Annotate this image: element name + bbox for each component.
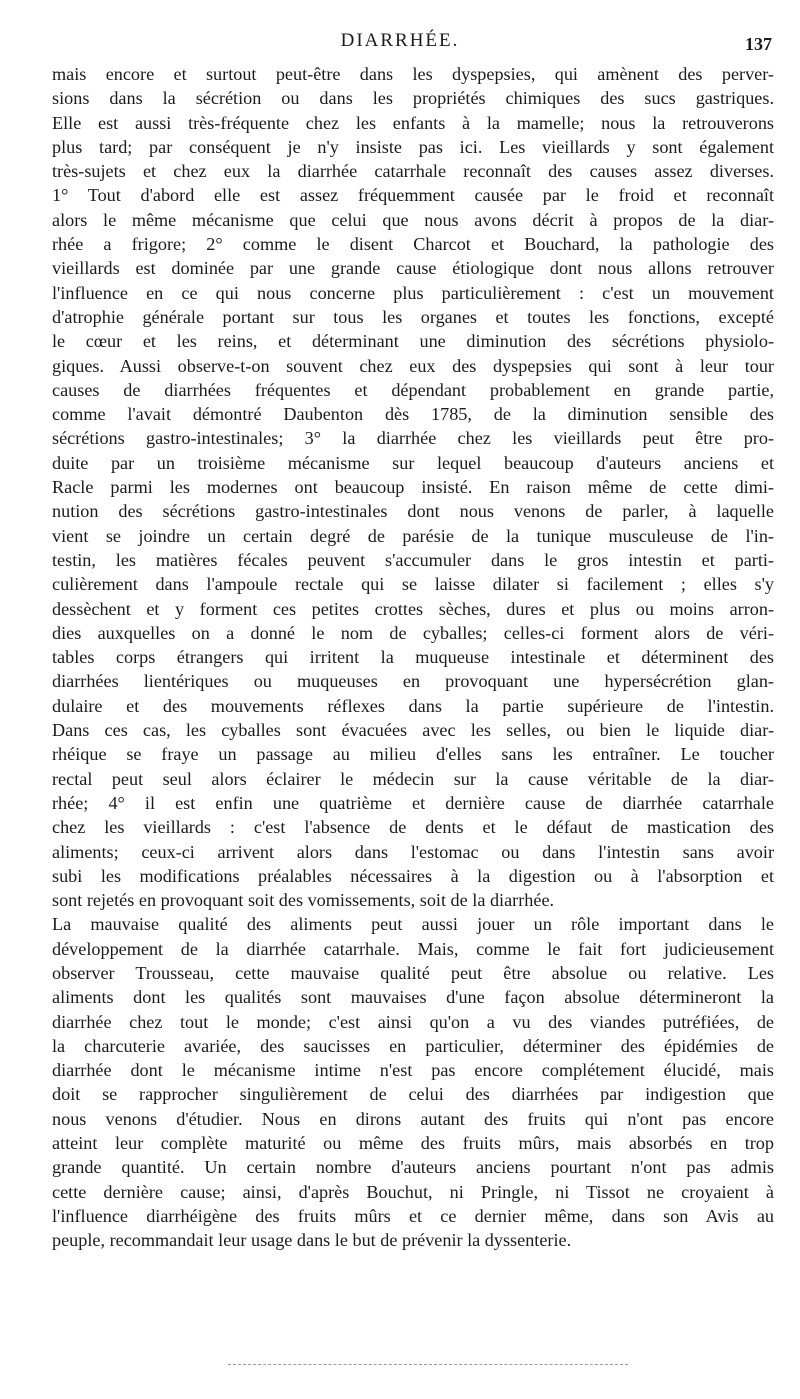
text-line: culièrement dans l'ampoule rectale qui se laisse dilater si facilement ; elles s'y: [52, 574, 774, 595]
text-line: rectal peut seul alors éclairer le médecin sur la cause véritable de la diar-: [52, 768, 774, 789]
text-line: causes de diarrhées fréquentes et dépendant probablement en grande partie,: [52, 379, 774, 400]
text-line: aliments dont les qualités sont mauvaises d'une façon absolue détermineront la: [52, 987, 774, 1008]
text-line: dies auxquelles on a donné le nom de cyballes; celles-ci forment alors de véri-: [52, 622, 774, 643]
text-line: Racle parmi les modernes ont beaucoup insisté. En raison même de cette dimi-: [52, 477, 774, 498]
text-line: sions dans la sécrétion ou dans les propriétés chimiques des sucs gastriques.: [52, 88, 774, 109]
text-line: le cœur et les reins, et déterminant une diminution des sécrétions physiolo-: [52, 331, 774, 352]
running-title: DIARRHÉE.: [340, 30, 460, 51]
text-line: développement de la diarrhée catarrhale. Mais, comme le fait fort judicieusement: [52, 938, 774, 959]
text-line: peuple, recommandait leur usage dans le but de prévenir la dyssenterie.: [52, 1230, 572, 1251]
text-line: nous venons d'étudier. Nous en dirons autant des fruits qui n'ont pas encore: [52, 1108, 774, 1129]
body-text: [52, 62, 774, 1253]
text-line: rhée; 4° il est enfin une quatrième et dernière cause de diarrhée catarrhale: [52, 792, 774, 813]
text-line: diarrhée dont le mécanisme intime n'est pas encore complétement élucidé, mais: [52, 1060, 774, 1081]
text-line: Dans ces cas, les cyballes sont évacuées avec les selles, ou bien le liquide diar-: [52, 720, 774, 741]
text-line: La mauvaise qualité des aliments peut aussi jouer un rôle important dans le: [52, 914, 774, 935]
text-line: doit se rapprocher singulièrement de celui des diarrhées par indigestion que: [52, 1084, 774, 1105]
text-line: 1° Tout d'abord elle est assez fréquemment causée par le froid et reconnaît: [52, 185, 774, 206]
text-line: duite par un troisième mécanisme sur lequel beaucoup d'auteurs anciens et: [52, 452, 774, 473]
text-line: dulaire et des mouvements réflexes dans la partie supérieure de l'intestin.: [52, 695, 774, 716]
text-line: tables corps étrangers qui irritent la muqueuse intestinale et déterminent des: [52, 647, 774, 668]
text-line: plus tard; par conséquent je n'y insiste pas ici. Les vieillards y sont également: [52, 136, 774, 157]
text-line: subi les modifications préalables nécessaires à la digestion ou à l'absorption et: [52, 865, 774, 886]
text-line: sécrétions gastro-intestinales; 3° la diarrhée chez les vieillards peut être pro-: [52, 428, 774, 449]
running-head: [0, 28, 800, 58]
text-line: vient se joindre un certain degré de parésie de la tunique musculeuse de l'in-: [52, 525, 774, 546]
text-line: vieillards est dominée par une grande cause étiologique dont nous allons retrouver: [52, 258, 774, 279]
text-line: la charcuterie avariée, des saucisses en particulier, déterminer des épidémies de: [52, 1035, 774, 1056]
text-line: testin, les matières fécales peuvent s'accumuler dans le gros intestin et parti-: [52, 549, 774, 570]
text-line: cette dernière cause; ainsi, d'après Bouchut, ni Pringle, ni Tissot ne croyaient à: [52, 1181, 774, 1202]
text-line: rhée a frigore; 2° comme le disent Charcot et Bouchard, la pathologie des: [52, 234, 774, 255]
text-line: alors le même mécanisme que celui que nous avons décrit à propos de la diar-: [52, 209, 774, 230]
text-line: chez les vieillards : c'est l'absence de dents et le défaut de mastication des: [52, 817, 774, 838]
text-line: rhéique se fraye un passage au milieu d'elles sans les entraîner. Le toucher: [52, 744, 774, 765]
text-line: aliments; ceux-ci arrivent alors dans l'estomac ou dans l'intestin sans avoir: [52, 841, 774, 862]
text-line: grande quantité. Un certain nombre d'auteurs anciens pourtant n'ont pas admis: [52, 1157, 774, 1178]
text-line: nution des sécrétions gastro-intestinales dont nous venons de parler, à laquelle: [52, 501, 774, 522]
text-line: l'influence diarrhéigène des fruits mûrs et ce dernier même, dans son Avis au: [52, 1205, 774, 1226]
text-line: giques. Aussi observe-t-on souvent chez eux des dyspepsies qui sont à leur tour: [52, 355, 774, 376]
text-line: dessèchent et y forment ces petites crottes sèches, dures et plus ou moins arron-: [52, 598, 774, 619]
text-line: diarrhées lientériques ou muqueuses en provoquant une hypersécrétion glan-: [52, 671, 774, 692]
text-line: observer Trousseau, cette mauvaise qualité peut être absolue ou relative. Les: [52, 962, 774, 983]
page-number: 137: [745, 34, 772, 54]
text-line: sont rejetés en provoquant soit des vomissements, soit de la diarrhée.: [52, 890, 555, 911]
text-line: d'atrophie générale portant sur tous les organes et toutes les fonctions, excepté: [52, 306, 774, 327]
text-line: très-sujets et chez eux la diarrhée catarrhale reconnaît des causes assez diverses.: [52, 161, 774, 182]
text-line: atteint leur complète maturité ou même des fruits mûrs, mais absorbés en trop: [52, 1133, 774, 1154]
bottom-rule: [228, 1364, 628, 1365]
text-line: Elle est aussi très-fréquente chez les enfants à la mamelle; nous la retrouverons: [52, 112, 774, 133]
text-line: diarrhée chez tout le monde; c'est ainsi qu'on a vu des viandes putréfiées, de: [52, 1011, 774, 1032]
text-line: l'influence en ce qui nous concerne plus particulièrement : c'est un mouvement: [52, 282, 774, 303]
text-line: comme l'avait démontré Daubenton dès 1785, de la diminution sensible des: [52, 404, 774, 425]
text-line: mais encore et surtout peut-être dans les dyspepsies, qui amènent des perver-: [52, 64, 774, 84]
